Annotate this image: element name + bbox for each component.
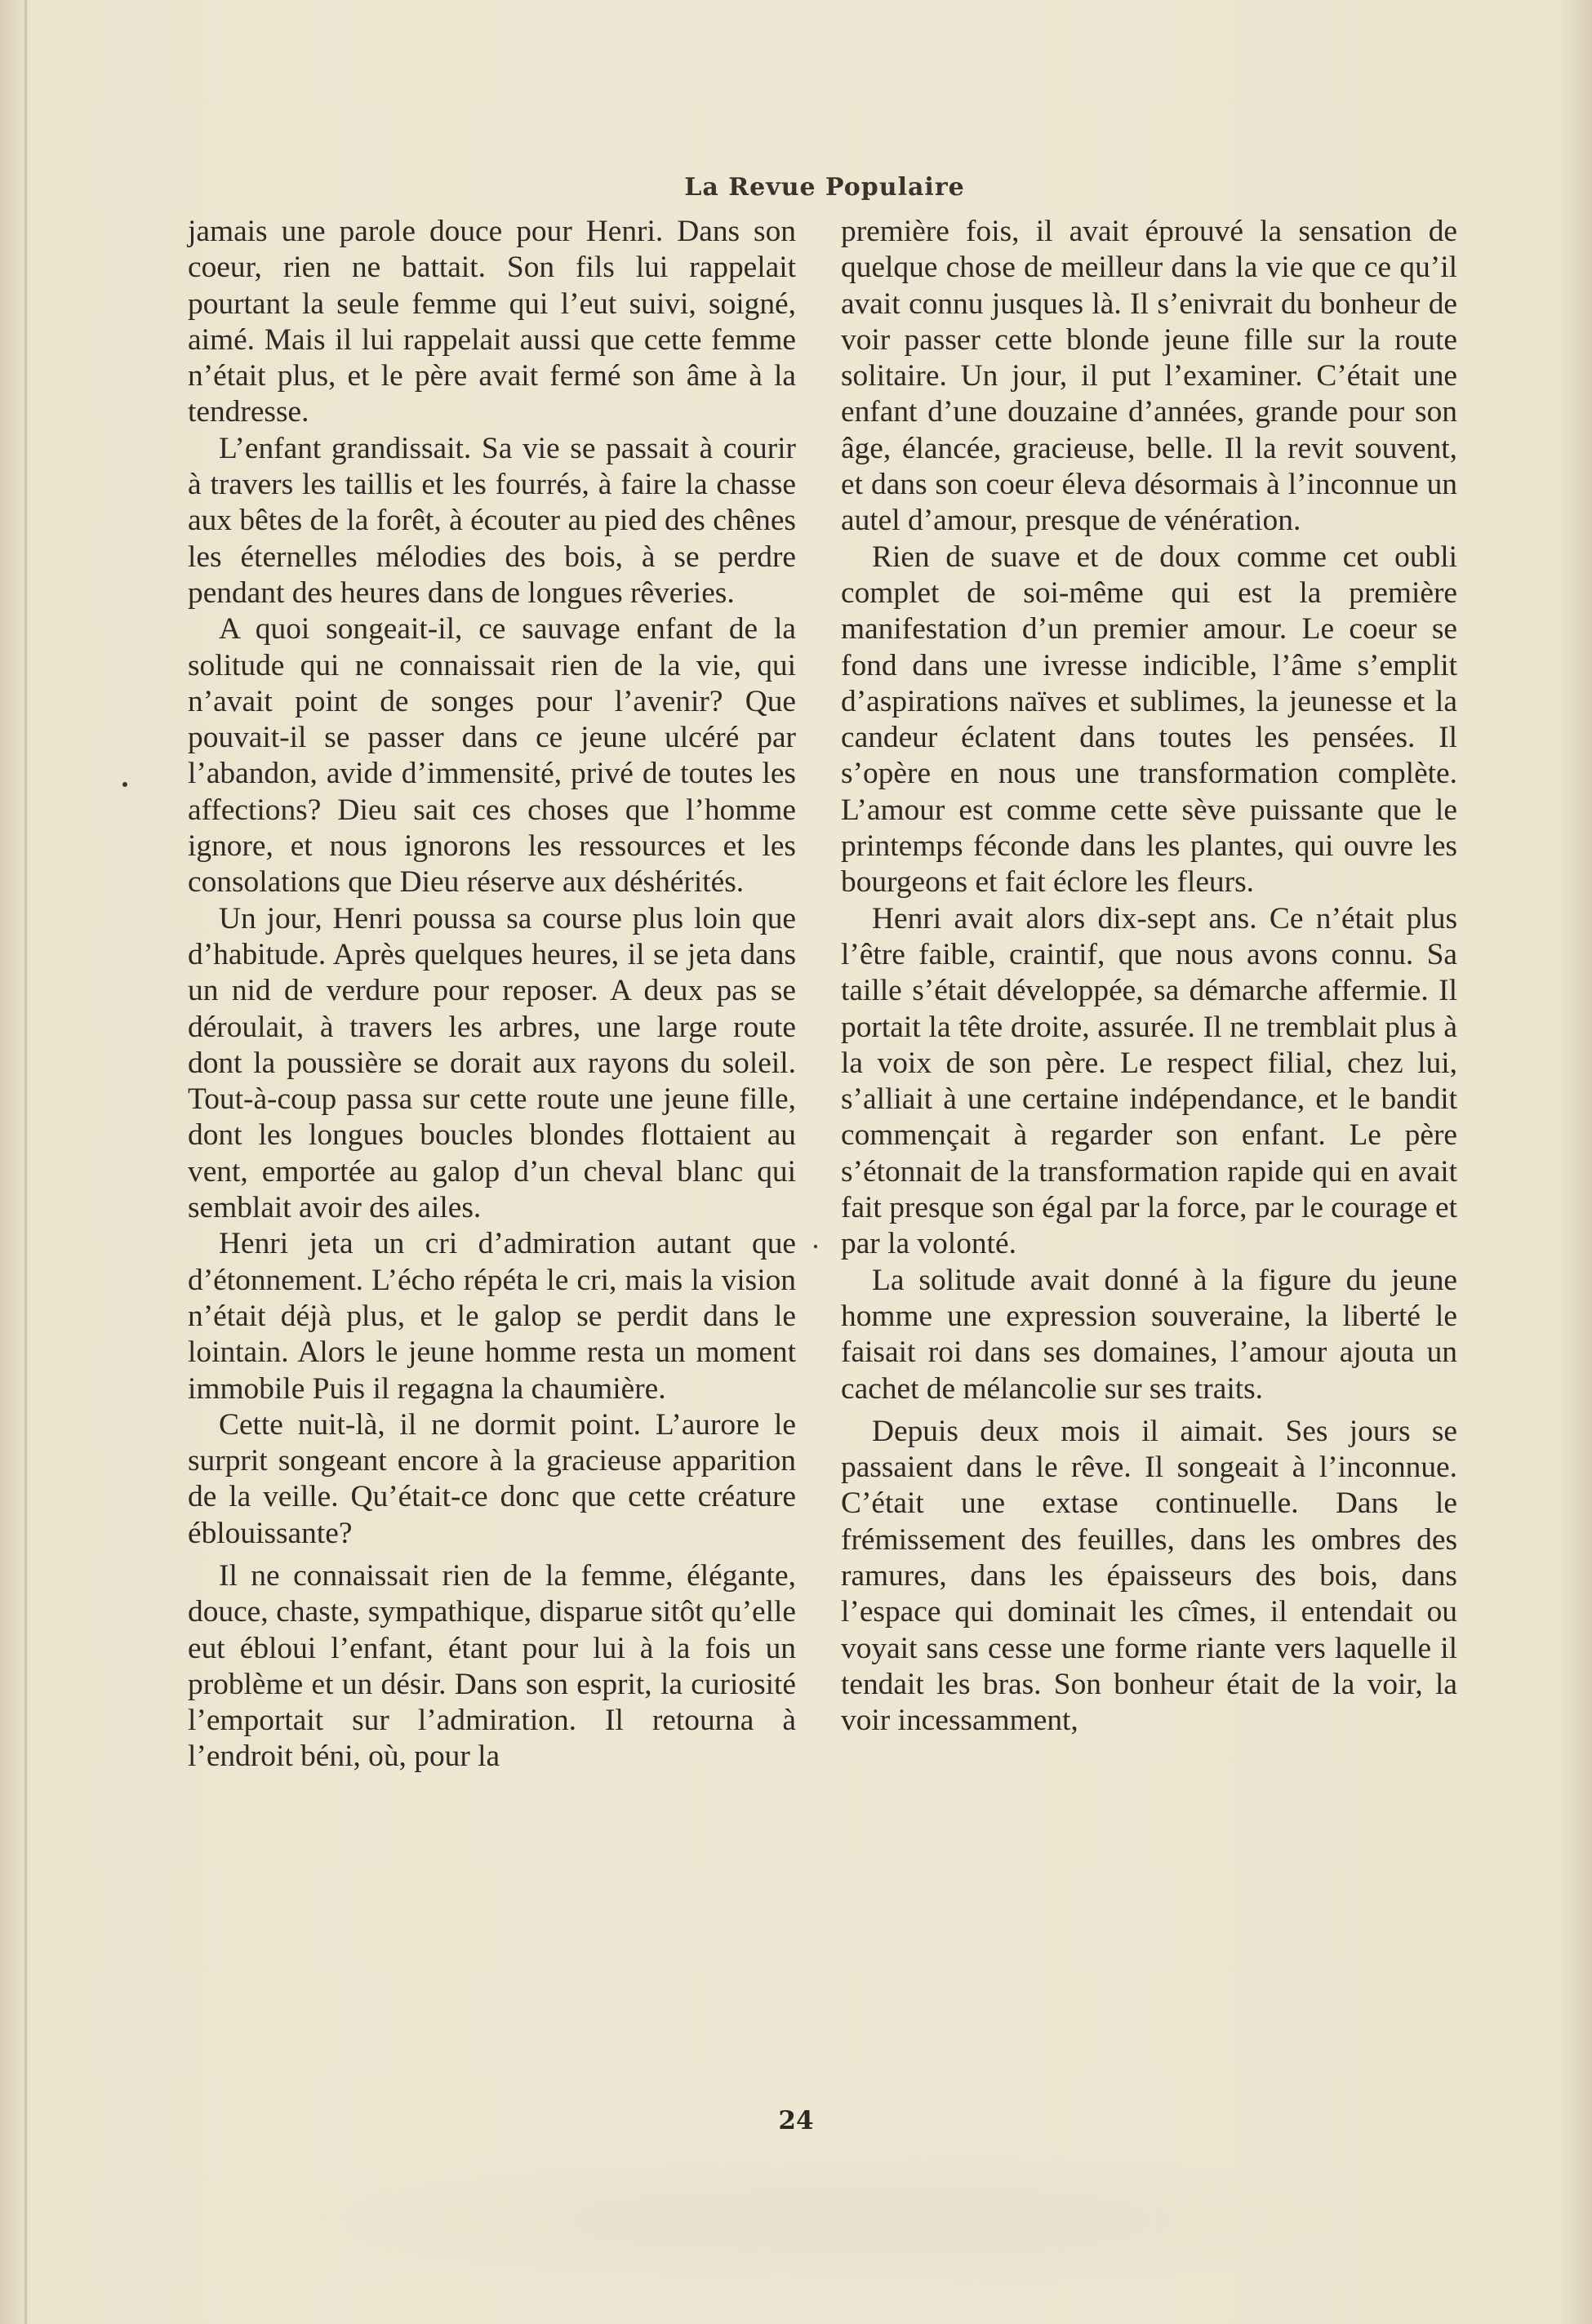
running-header [0, 173, 1592, 202]
paragraph: Cette nuit-là, il ne dormit point. L’aurore le surprit songeant encore à la gracieuse apparition de la veille. Qu’était-ce donc que cette créature éblouissante? [188, 1407, 796, 1550]
paragraph: L’enfant grandissait. Sa vie se passait à courir à travers les taillis et les fourrés, à faire la chasse aux bêtes de la forêt, à écouter au pied des chênes les éternelles mélodies des bois, à se perdre pendant des heures dans de longues rêveries. [188, 431, 796, 610]
paragraph: Henri avait alors dix-sept ans. Ce n’était plus l’être faible, craintif, que nous avons connu. Sa taille s’était développée, sa démarche affermie. Il portait la tête droite, assurée. Il ne tremblait plus à la voix de son père. Le respect filial, chez lui, s’alliait à une certaine indépendance, et le bandit commençait à regarder son enfant. Le père s’étonnait de la transformation rapide qui en avait fait presque son égal par la force, par le courage et par la volonté. [841, 901, 1457, 1261]
paragraph: Il ne connaissait rien de la femme, élégante, douce, chaste, sympathique, disparue sitôt qu’elle eut ébloui l’enfant, étant pour lui à la fois un problème et un désir. Dans son esprit, la curiosité l’emportait sur l’admiration. Il retourna à l’endroit béni, où, pour la [188, 1558, 796, 1774]
show-through-text [294, 2139, 1355, 2302]
header-title: La Revue Populaire [684, 173, 965, 202]
page-number: 24 [778, 2106, 814, 2135]
right-text-column [841, 214, 1457, 1739]
paragraph: Un jour, Henri poussa sa course plus loin que d’habitude. Après quelques heures, il se jeta dans un nid de verdure pour reposer. A deux pas se déroulait, à travers les arbres, une large route dont la poussière se dorait aux rayons du soleil. Tout-à-coup passa sur cette route une jeune fille, dont les longues boucles blondes flottaient au vent, emportée au galop d’un cheval blanc qui semblait avoir des ailes. [188, 901, 796, 1225]
paragraph: La solitude avait donné à la figure du jeune homme une expression souveraine, la liberté le faisait roi dans ses domaines, l’amour ajouta un cachet de mélancolie sur ses traits. [841, 1263, 1457, 1406]
paragraph: A quoi songeait-il, ce sauvage enfant de la solitude qui ne connaissait rien de la vie, qui n’avait point de songes pour l’avenir? Que pouvait-il se passer dans ce jeune ulcéré par l’abandon, avide d’immensité, privé de toutes les affections? Dieu sait ces choses que l’homme ignore, et nous ignorons les ressources et les consolations que Dieu réserve aux déshérités. [188, 612, 796, 900]
ink-speck [814, 1245, 817, 1248]
paragraph: première fois, il avait éprouvé la sensation de quelque chose de meilleur dans la vie que ce qu’il avait connu jusques là. Il s’enivrait du bonheur de voir passer cette blonde jeune fille sur la route solitaire. Un jour, il put l’examiner. C’était une enfant d’une douzaine d’années, grande pour son âge, élancée, gracieuse, belle. Il la revit souvent, et dans son coeur éleva désormais à l’inconnue un autel d’amour, presque de vénération. [841, 215, 1457, 538]
binding-edge [24, 0, 27, 2324]
paragraph: Depuis deux mois il aimait. Ses jours se passaient dans le rêve. Il songeait à l’inconnue. C’était une extase continuelle. Dans le frémissement des feuilles, dans les ombres des ramures, dans les épaisseurs des bois, dans l’espace qui dominait les cîmes, il entendait ou voyait sans cesse une forme riante vers laquelle il tendait les bras. Son bonheur était de la voir, la voir incessamment, [841, 1414, 1457, 1738]
left-text-column [188, 214, 796, 1775]
paragraph: Henri jeta un cri d’admiration autant que d’étonnement. L’écho répéta le cri, mais la vision n’était déjà plus, et le galop se perdit dans le lointain. Alors le jeune homme resta un moment immobile Puis il regagna la chaumière. [188, 1227, 796, 1406]
ink-speck [122, 782, 127, 787]
paragraph: jamais une parole douce pour Henri. Dans son coeur, rien ne battait. Son fils lui rappelait pourtant la seule femme qui l’eut suivi, soigné, aimé. Mais il lui rappelait aussi que cette femme n’était plus, et le père avait fermé son âme à la tendresse. [188, 215, 796, 429]
paragraph: Rien de suave et de doux comme cet oubli complet de soi-même qui est la première manifestation d’un premier amour. Le coeur se fond dans une ivresse indicible, l’âme s’emplit d’aspirations naïves et sublimes, la jeunesse et la candeur éclatent dans toutes les pensées. Il s’opère en nous une transformation complète. L’amour est comme cette sève puissante que le printemps féconde dans les plantes, qui ouvre les bourgeons et fait éclore les fleurs. [841, 540, 1457, 900]
